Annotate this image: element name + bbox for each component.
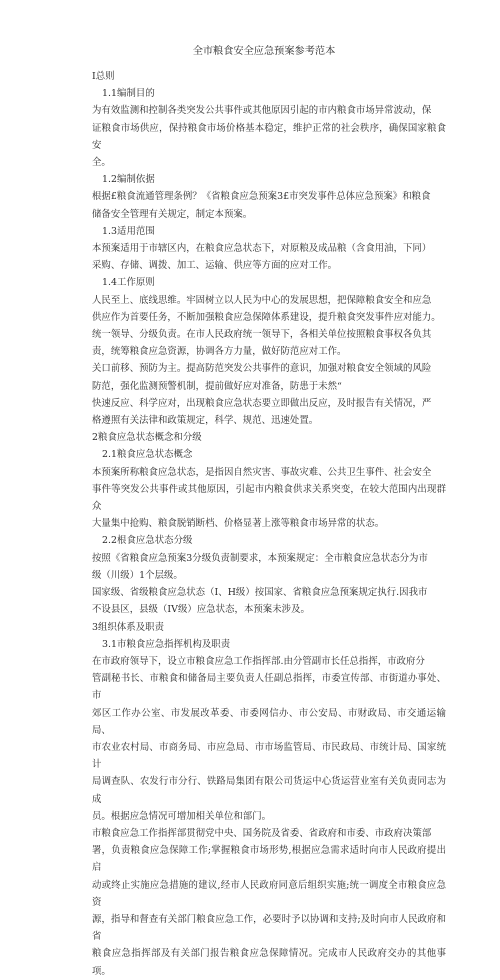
subsection-heading: 1.1编制目的 [102, 88, 155, 100]
paragraph-line: 全。 [92, 157, 111, 169]
paragraph-line: 关口前移、预防为主。提高防范突发公共事件的意识，加强对粮食安全领域的风险 [92, 363, 432, 375]
paragraph-line: 级（川级）1个层级。 [92, 569, 183, 581]
paragraph-line: 本预案所称粮食应急状态，是指因自然灾害、事故灾难、公共卫生事件、社会安全 [92, 466, 432, 478]
paragraph-line: 责，统筹粮食应急资源，协调各方力量，做好防范应对工作。 [92, 346, 347, 358]
paragraph-line: 本预案适用于市辖区内，在粮食应急状态下，对原粮及成品粮（含食用油，下同） [92, 243, 432, 255]
paragraph-line: 防范，强化监测预警机制，提前做好应对准备，防患于未然“ [92, 380, 342, 392]
paragraph-line: 按照《省粮食应急预案3分级负责制要求，本预案规定：全市粮食应急状态分为市 [92, 552, 428, 564]
paragraph-line: 市农业农村局、市商务局、市应急局、市市场监管局、市民政局、市统计局、国家统计 [92, 741, 446, 771]
subsection-heading: 1.4工作原则 [102, 277, 155, 289]
subsection-heading: 1.2编制依据 [102, 174, 155, 186]
paragraph-line: 统一领导、分级负责。在市人民政府统一领导下，各相关单位按照粮食事权各负其 [92, 329, 432, 341]
document-body [92, 68, 446, 980]
paragraph-line: 供应作为首要任务，不断加强粮食应急保障体系建设，提升粮食突发事件应对能力。 [92, 311, 441, 323]
paragraph-line: 郊区工作办公室、市发展改革委、市委网信办、市公安局、市财政局、市交通运输局、 [92, 707, 446, 736]
paragraph-line: 国家级、省级粮食应急状态（I、H级）按国家、省粮食应急预案规定执行.因我市 [92, 587, 428, 599]
paragraph-line: 署，负责粮食应急保障工作;掌握粮食市场形势,根据应急需求适时向市人民政府提出启 [92, 845, 446, 874]
subsection-heading: 2.1粮食应急状态概念 [102, 449, 193, 461]
paragraph-line: 为有效监测和控制各类突发公共事件或其他原因引起的市内粮食市场异常波动，保 [92, 105, 432, 117]
paragraph-line: 源，指导和督查有关部门粮食应急工作，必要时予以协调和支持;及时向市人民政府和省 [92, 913, 446, 943]
section-heading: 2粮食应急状态概念和分级 [92, 432, 202, 444]
paragraph-line: 根据£粮食流通管理条例？《省粮食应急预案3£市突发事件总体应急预案》和粮食 [92, 191, 431, 203]
paragraph-line: 储备安全管理有关规定，制定本预案。 [92, 208, 253, 220]
section-heading: 3组织体系及职责 [92, 621, 164, 633]
paragraph-line: 人民至上、底线思维。牢固树立以人民为中心的发展思想，把保障粮食安全和应急 [92, 294, 432, 306]
paragraph-line: 证粮食市场供应，保持粮食市场价格基本稳定，维护正常的社会秩序，确保国家粮食安 [92, 122, 446, 151]
paragraph-line: 大量集中抢购、粮食脱销断档、价格显著上涨等粮食市场异常的状态。 [92, 518, 385, 530]
paragraph-line: 快速反应、科学应对，出现粮食应急状态要立即做出反应，及时报告有关情况，严 [92, 397, 432, 409]
section-heading: I总则 [92, 71, 115, 82]
paragraph-line: 动或终止实施应急措施的建议,经市人民政府同意后组织实施;统一调度全市粮食应急资 [92, 879, 446, 908]
document-title: 全市粮食安全应急预案参考范本 [192, 46, 336, 57]
paragraph-line: 粮食应急指挥部及有关部门报告粮食应急保障情况。完成市人民政府交办的其他事项。 [92, 948, 446, 977]
paragraph-line: 在市政府领导下，设立市粮食应急工作指挥部.由分管副市长任总指挥，市政府分 [92, 655, 425, 667]
paragraph-line: 不设县区，县级（IV级）应急状态，本预案未涉及。 [92, 604, 310, 616]
subsection-heading: 1.3适用范围 [102, 225, 155, 237]
paragraph-line: 格遵照有关法律和政策规定，科学、规范、迅速处置。 [92, 415, 319, 427]
subsection-heading: 3.1市粮食应急指挥机构及职责 [102, 638, 231, 650]
paragraph-line: 管副秘书长、市粮食和储备局主要负责人任副总指挥，市委宣传部、市街道办事处、市 [92, 673, 446, 702]
paragraph-line: 局调查队、农发行市分行、铁路局集团有限公司货运中心货运营业室有关负责同志为成 [92, 776, 446, 805]
paragraph-line: 市粮食应急工作指挥部贯彻党中央、国务院及省委、省政府和市委、市政府决策部 [92, 827, 432, 839]
paragraph-line: 采购、存储、调拨、加工、运输、供应等方面的应对工作。 [92, 260, 338, 272]
subsection-heading: 2.2根食应急状态分级 [102, 535, 193, 547]
paragraph-line: 事件等突发公共事件或其他原因，引起市内粮食供求关系突变，在较大范围内出现群众 [92, 483, 446, 513]
paragraph-line: 员。根据应急情况可增加相关单位和部门。 [92, 810, 272, 822]
